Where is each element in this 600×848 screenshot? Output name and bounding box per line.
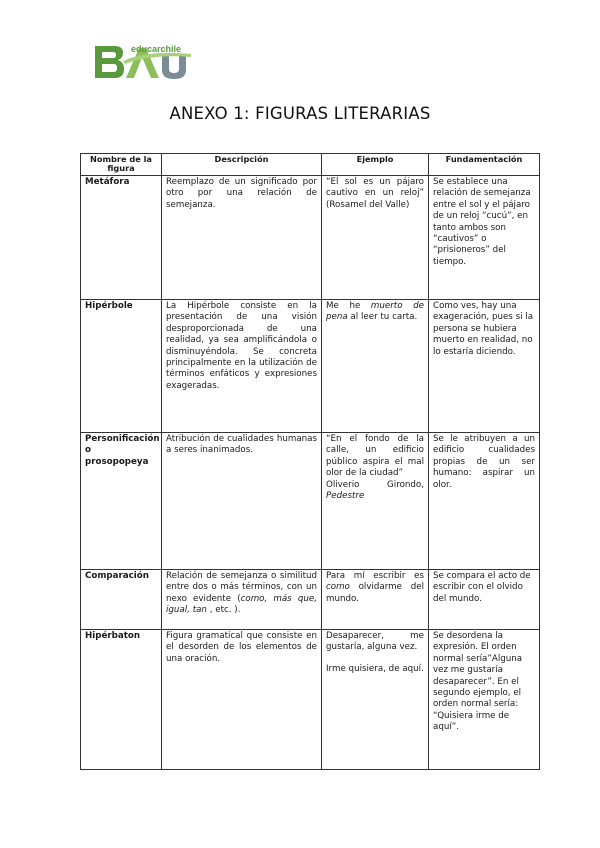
figure-description: [162, 570, 322, 630]
figure-description: Reemplazo de un significado por otro por una relación de semejanza.: [162, 176, 322, 300]
header-description: Descripción: [162, 154, 322, 176]
figure-name: Hipérbaton: [81, 630, 162, 770]
figure-example: [322, 570, 429, 630]
example-author: Oliverio Girondo,: [326, 479, 424, 490]
figure-name: Personificación o prosopopeya: [81, 433, 162, 570]
example-text-pre: Me he: [326, 301, 371, 311]
example-work: Pedestre: [326, 491, 365, 502]
table-row: [81, 433, 540, 570]
table-header-row: [81, 154, 540, 176]
table-row: [81, 630, 540, 770]
example-2: Irme quisiera, de aquí.: [326, 663, 424, 674]
header-example: Ejemplo: [322, 154, 429, 176]
figure-description: La Hipérbole consiste en la presentación de una visión desproporcionada de una realidad, ya sea amplificándola o disminuyéndola. Se concreta principalmente en la utilización de términos enfáticos y expresiones exageradas.: [162, 300, 322, 433]
figure-name: Metáfora: [81, 176, 162, 300]
table-row: [81, 570, 540, 630]
figure-description: Atribución de cualidades humanas a seres inanimados.: [162, 433, 322, 570]
figure-name: Hipérbole: [81, 300, 162, 433]
example-text-italic: como: [326, 582, 350, 593]
example-text-italic: muerto de pena: [326, 301, 424, 323]
figure-rationale: Se le atribuyen a un edificio cualidades propias de un ser humano: aspirar un olor.: [429, 433, 540, 570]
figure-rationale: Se compara el acto de escribir con el olvido del mundo.: [429, 570, 540, 630]
figure-example: [322, 630, 429, 770]
literary-figures-table: [80, 153, 540, 770]
table-row: [81, 300, 540, 433]
figure-example: [322, 433, 429, 570]
figure-name: Comparación: [81, 570, 162, 630]
example-1: Desaparecer, me gustaría, alguna vez.: [326, 631, 424, 653]
table-row: [81, 176, 540, 300]
header-rationale: Fundamentación: [429, 154, 540, 176]
figure-rationale: Como ves, hay una exageración, pues si la persona se hubiera muerto en realidad, no lo estaría diciendo.: [429, 300, 540, 433]
figure-description: Figura gramatical que consiste en el desorden de los elementos de una oración.: [162, 630, 322, 770]
header-name: Nombre de la figura: [81, 154, 162, 176]
example-quote: “En el fondo de la calle, un edificio público aspira el mal olor de la ciudad”: [326, 434, 424, 479]
logo-brand-text: educarchile: [131, 44, 182, 54]
figure-example: [322, 300, 429, 433]
figure-example: “El sol es un pájaro cautivo en un reloj” (Rosamel del Valle): [322, 176, 429, 300]
example-text-pre: Para mí escribir es: [326, 571, 424, 581]
figure-rationale: Se desordena la expresión. El orden normal sería”Alguna vez me gustaría desaparecer”. En el segundo ejemplo, el orden normal sería: “Quisiera irme de aquí”.: [429, 630, 540, 770]
example-text-post: al leer tu carta.: [347, 312, 418, 323]
example-text-post: olvidarme del mundo.: [326, 582, 424, 604]
page-title: ANEXO 1: FIGURAS LITERARIAS: [169, 104, 431, 123]
description-text-italic: como, más que, igual, tan: [166, 593, 317, 616]
description-text-post: , etc. ).: [206, 605, 241, 616]
description-text-pre: Relación de semejanza o similitud entre dos o más términos, con un nexo evidente (: [166, 571, 317, 604]
educarchile-logo: [93, 42, 193, 82]
figure-rationale: Se establece una relación de semejanza entre el sol y el pájaro de un reloj “cucú”, en tanto ambos son “cautivos” o “prisioneros” del tiempo.: [429, 176, 540, 300]
